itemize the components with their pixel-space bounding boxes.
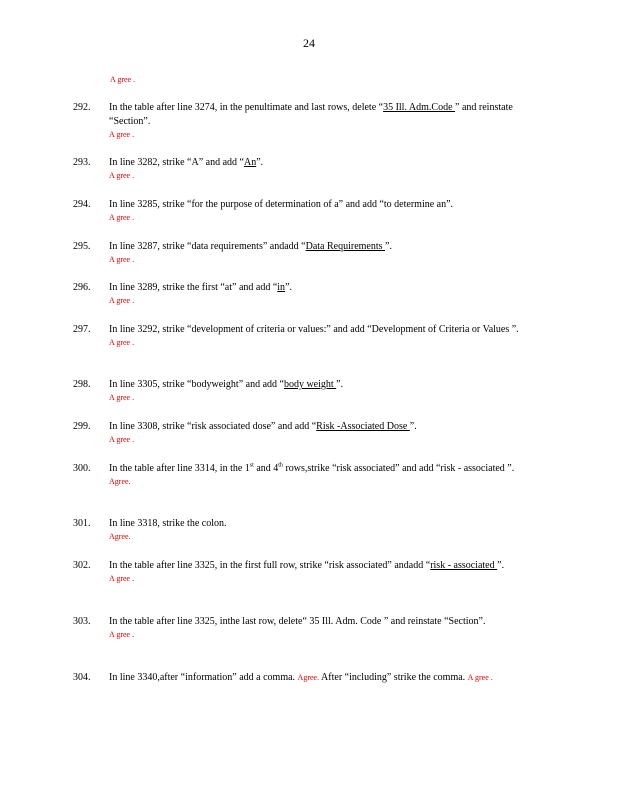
added-text: body weight: [283, 379, 337, 390]
list-item: [73, 323, 543, 349]
added-text: risk - associated: [430, 560, 498, 571]
item-number: 297.: [73, 324, 91, 335]
item-text: In line 3292, strike “development of criteria or values:” and add “Development of Criteria or Values ”.: [109, 324, 519, 335]
item-number: 303.: [73, 616, 91, 627]
item-text: ”.: [336, 379, 344, 390]
agree-note: A gree .: [109, 435, 135, 444]
item-number: 298.: [73, 379, 91, 390]
agree-note: A gree .: [467, 673, 493, 682]
item-text: ”.: [409, 421, 417, 432]
list-item: [73, 101, 543, 141]
list-item: [73, 615, 543, 641]
item-text: In line 3308, strike “risk associated dose” and add “: [109, 421, 317, 432]
added-text: in: [277, 282, 286, 293]
item-number: 300.: [73, 463, 91, 474]
list-item: [73, 281, 543, 307]
item-text: ” and reinstate “Section”.: [109, 102, 513, 127]
item-number: 295.: [73, 241, 91, 252]
item-number: 304.: [73, 672, 91, 683]
item-text: In the table after line 3325, inthe last row, delete“ 35 Ill. Adm. Code ” and reinstate “Section”.: [109, 616, 486, 627]
item-number: 294.: [73, 199, 91, 210]
agree-note: A gree .: [109, 296, 135, 305]
item-number: 301.: [73, 518, 91, 529]
item-text: In line 3285, strike “for the purpose of determination of a” and add “to determine an”.: [109, 199, 454, 210]
superscript: th: [278, 462, 283, 469]
item-text: rows,strike “risk associated” and add “risk - associated ”.: [282, 463, 515, 474]
item-text: ”.: [256, 157, 264, 168]
item-text: In the table after line 3325, in the first full row, strike “risk associated” andadd “: [109, 560, 431, 571]
item-text: and 4: [253, 463, 279, 474]
list-item: [73, 420, 543, 446]
item-text: In line 3282, strike “A” and add “: [109, 157, 244, 168]
item-text: In line 3287, strike “data requirements” andadd “: [109, 241, 306, 252]
added-text: Data Requirements: [305, 241, 386, 252]
item-text: ”.: [497, 560, 505, 571]
page-number: 24: [303, 36, 315, 50]
item-number: 302.: [73, 560, 91, 571]
item-text: In the table after line 3314, in the 1: [109, 463, 250, 474]
item-number: 296.: [73, 282, 91, 293]
item-text: In line 3305, strike “bodyweight” and add “: [109, 379, 284, 390]
item-number: 292.: [73, 102, 91, 113]
added-text: Risk -Associated Dose: [316, 421, 410, 432]
agree-note: A gree .: [109, 130, 135, 139]
agree-note: A gree .: [109, 630, 135, 639]
agree-note: Agree.: [109, 532, 131, 541]
item-number: 293.: [73, 157, 91, 168]
item-text: In the table after line 3274, in the penultimate and last rows, delete “: [109, 102, 384, 113]
list-item: [73, 198, 543, 224]
list-item: [73, 240, 543, 266]
list-item: [73, 559, 543, 585]
item-text: ”.: [285, 282, 293, 293]
agree-note: A gree .: [109, 171, 135, 180]
agree-note: A gree .: [109, 574, 135, 583]
list-item: [73, 517, 543, 543]
item-text: In line 3340,after “information” add a comma.: [109, 672, 296, 683]
list-item: [73, 378, 543, 404]
item-text: In line 3318, strike the colon.: [109, 518, 227, 529]
item-text: In line 3289, strike the first “at” and add “: [109, 282, 278, 293]
item-text: ”.: [385, 241, 392, 252]
added-text: 35 Ill. Adm.Code: [383, 102, 456, 113]
agree-note: A gree .: [109, 255, 135, 264]
added-text: An: [243, 157, 257, 168]
agree-note: A gree .: [109, 213, 135, 222]
list-item: [73, 462, 543, 488]
superscript: st: [249, 462, 254, 469]
item-text: After “including” strike the comma.: [321, 672, 466, 683]
agree-note: Agree.: [297, 673, 320, 682]
list-item: [73, 156, 543, 182]
agree-note: A gree .: [109, 338, 135, 347]
item-number: 299.: [73, 421, 91, 432]
list-item: [73, 671, 543, 685]
agree-note: A gree .: [109, 393, 135, 402]
agree-note: Agree.: [109, 477, 131, 486]
agree-note: A gree .: [110, 75, 136, 84]
